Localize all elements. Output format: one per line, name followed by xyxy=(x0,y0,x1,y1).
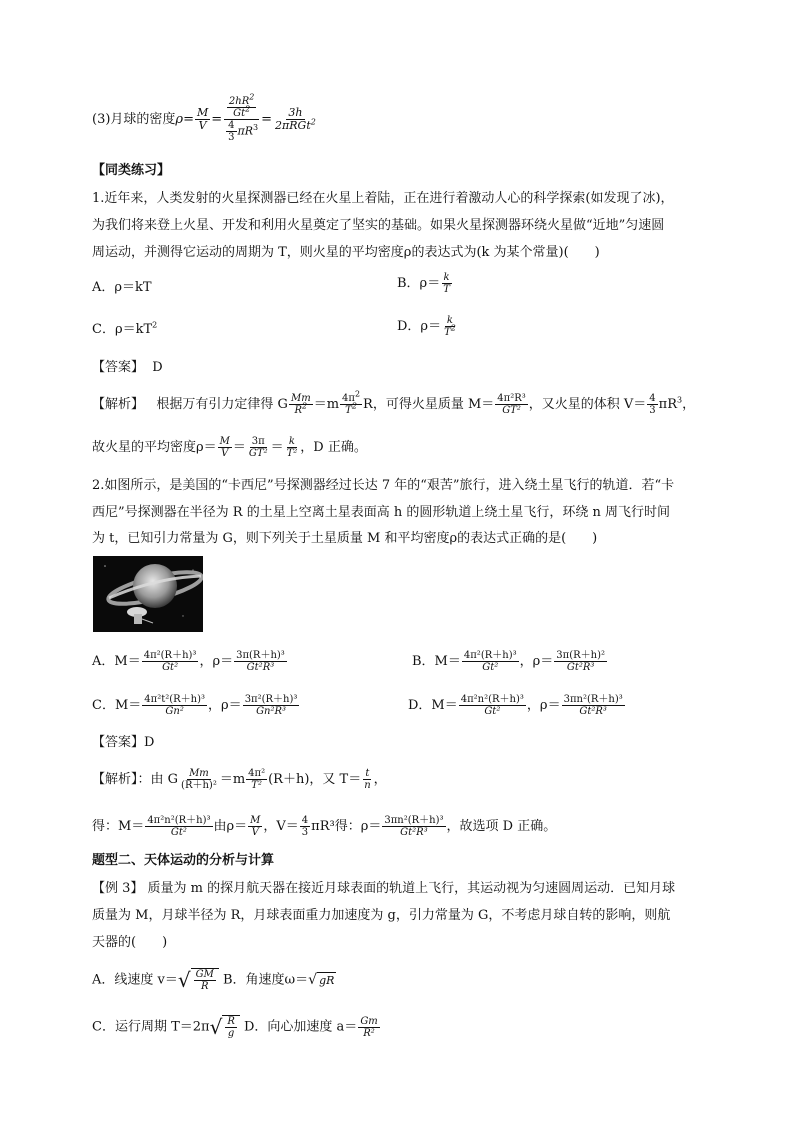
frac-inner-top xyxy=(227,92,256,119)
frac-d1 xyxy=(459,694,526,717)
sqrt-gr: √ gR xyxy=(308,972,335,988)
equals: = xyxy=(183,112,194,127)
q2-option-c xyxy=(92,694,300,717)
frac-num: R xyxy=(227,1016,235,1027)
analysis-text: 得：M＝ xyxy=(92,819,145,834)
analysis-text: ，故选项 D 正确。 xyxy=(446,819,557,834)
frac-num: 4π²(R＋h)³ xyxy=(143,650,197,661)
text-R: R xyxy=(294,405,303,416)
frac-den: Gt² xyxy=(484,706,501,717)
rho-symbol: ρ xyxy=(175,112,184,127)
option-prefix: B．ρ＝ xyxy=(397,276,441,291)
frac-k-over-t2 xyxy=(442,315,458,338)
frac-compound xyxy=(223,92,260,143)
ex3-line3: 天器的( ) xyxy=(92,935,168,950)
ex3-line2: 质量为 M，月球半径为 R，月球表面重力加速度为 g，引力常量为 G，不考虑月球自转的影响，则航 xyxy=(92,908,671,923)
ex3-options-cd xyxy=(92,1015,381,1039)
frac-den: GT² xyxy=(502,405,521,416)
frac-num: 4 xyxy=(649,393,656,404)
q2-line3: 为 t，已知引力常量为 G，则下列关于土星质量 M 和平均密度ρ的表达式正确的是( ) xyxy=(92,531,598,546)
text-Gt: Gt xyxy=(233,108,246,119)
q1-option-b xyxy=(397,272,453,295)
frac-num: Gm xyxy=(360,1015,378,1027)
text-2hR: 2hR xyxy=(228,96,250,107)
option-prefix: A．线速度 v＝ xyxy=(92,972,178,988)
analysis-text: ＝m xyxy=(313,397,340,412)
frac-den: $T^2$ xyxy=(345,401,357,416)
text-piR: πR xyxy=(237,124,254,138)
analysis-label: 【解析】 xyxy=(92,397,145,412)
answer-label: 【答案】 xyxy=(92,735,145,750)
analysis-text: ， xyxy=(373,772,387,787)
frac-num: 4 xyxy=(301,815,309,826)
option-prefix: D．向心加速度 a＝ xyxy=(239,1019,358,1035)
frac-den: GT² xyxy=(248,448,268,459)
frac-compound-den: $\frac{4}{3}$ $\pi R^3$ xyxy=(228,120,259,143)
sqrt-gm-r: √ $\frac{GM}{R}$ xyxy=(178,968,219,992)
frac-den: 3 xyxy=(649,405,656,416)
option-prefix: D．ρ＝ xyxy=(397,319,442,334)
frac-b1 xyxy=(462,650,519,673)
frac-num: 3π²(R＋h)³ xyxy=(244,694,298,705)
frac-c2 xyxy=(243,694,300,717)
q1-option-d xyxy=(397,315,459,338)
frac-num: 3πn²(R＋h)³ xyxy=(563,694,623,705)
sqrt-content: gR xyxy=(319,973,335,987)
sqrt-content xyxy=(222,1015,240,1039)
option-text: ，ρ＝ xyxy=(519,654,554,669)
frac-den: n xyxy=(364,780,371,791)
analysis-text: ，D 正确。 xyxy=(300,440,367,455)
frac-4-3 xyxy=(647,393,657,416)
frac-an5 xyxy=(248,815,262,838)
frac-num: 4π²(R＋h)³ xyxy=(463,650,517,661)
frac-num: GM xyxy=(195,969,214,980)
saturn-probe-image xyxy=(93,556,203,632)
frac-den: $R^2$ xyxy=(294,401,308,416)
frac-num: 3π(R＋h)³ xyxy=(236,650,285,661)
option-text: ，ρ＝ xyxy=(199,654,234,669)
analysis-text: πR xyxy=(658,397,678,412)
analysis-text: ，V＝ xyxy=(263,819,299,834)
frac-num: M xyxy=(250,815,261,826)
frac-den: Gt²R³ xyxy=(579,706,607,717)
part3-label: (3)月球的密度 xyxy=(92,112,176,127)
option-text: ，ρ＝ xyxy=(208,698,242,713)
frac-mm-r2 xyxy=(289,393,313,416)
part3-line xyxy=(92,92,319,143)
frac-gm-r2 xyxy=(358,1016,379,1039)
frac-den: Gn² xyxy=(165,706,184,717)
frac-num: 3h xyxy=(288,106,303,119)
frac-den: V xyxy=(198,119,207,132)
frac-num: Mm xyxy=(189,768,209,779)
q2-line2: 西尼”号探测器在半径为 R 的土星上空离土星表面高 h 的圆形轨道上绕土星飞行，环绕 n 周飞行时间 xyxy=(92,505,670,520)
frac-num: $4\pi^2$ xyxy=(342,389,361,404)
frac-den: Gt²R³ xyxy=(400,827,428,838)
frac-num: 4π²R³ xyxy=(497,393,526,404)
q2-option-a xyxy=(92,650,288,673)
option-prefix: B．M＝ xyxy=(412,654,461,669)
frac-b2 xyxy=(554,650,607,673)
frac-den: 3 xyxy=(301,827,309,838)
frac-an2 xyxy=(246,768,267,791)
option-prefix: D．M＝ xyxy=(408,698,458,713)
frac-den: 3 xyxy=(228,132,235,143)
frac-num: 3π xyxy=(251,436,265,447)
sqrt-r-g: √ $\frac{R}{g}$ xyxy=(210,1015,240,1039)
frac-den: Gt²R³ xyxy=(566,662,595,673)
frac-den: R² xyxy=(363,1027,375,1039)
frac-compound-num xyxy=(224,92,259,120)
q2-option-b xyxy=(412,650,608,673)
q2-analysis-line1 xyxy=(92,768,387,791)
frac-num: t xyxy=(365,768,370,779)
frac-an6 xyxy=(300,815,310,838)
option-prefix: B．角速度ω＝ xyxy=(218,972,309,988)
frac-den: $T^2$ xyxy=(444,323,456,338)
frac-num: 4π²t²(R＋h)³ xyxy=(144,694,206,705)
frac-den: R xyxy=(200,981,209,992)
frac-mass xyxy=(495,393,527,416)
frac-den: T² xyxy=(286,448,298,459)
q1-analysis-line1: 【解析】 根据万有引力定律得 G $\frac{Mm}{R^2}$ ＝m $\frac{4\pi^2}{T^2}$ R，可得火星质量 M＝ $\frac{\text{4π²R³}}{\text{GT²}}$ ，又火星的体积 V＝ $\frac{4}{3}$ $\pi R^3$， xyxy=(92,389,696,416)
frac-num: 4π²n²(R＋h)³ xyxy=(147,815,211,826)
text-T: T xyxy=(345,405,352,416)
analysis-text: R，可得火星质量 M＝ xyxy=(363,397,495,412)
frac-num: k xyxy=(443,272,450,283)
frac-den: Gt² xyxy=(482,662,499,673)
frac-k-over-t xyxy=(441,272,452,295)
frac-num: 4π²n²(R＋h)³ xyxy=(460,694,524,705)
option-prefix: C．M＝ xyxy=(92,698,142,713)
frac-num: Mm xyxy=(290,393,311,404)
answer-value: D xyxy=(152,360,163,375)
frac-num: k xyxy=(288,436,295,447)
option-text: C．ρ＝kT xyxy=(92,322,153,337)
q1-line3: 周运动，并测得它运动的周期为 T，则火星的平均密度ρ的表达式为(k 为某个常量)( ) xyxy=(92,245,600,260)
q2-line1: 2.如图所示，是美国的“卡西尼”号探测器经过长达 7 年的“艰苦”旅行，进入绕土星飞行的轨道．若“卡 xyxy=(92,478,675,493)
option-prefix: C．运行周期 T＝2π xyxy=(92,1019,210,1035)
frac-3pi-gt2 xyxy=(247,436,270,459)
analysis-text: ＝ xyxy=(270,440,284,455)
frac-m-v xyxy=(218,436,232,459)
option-text: ，ρ＝ xyxy=(526,698,561,713)
frac-den: T² xyxy=(251,780,262,791)
frac-den: V xyxy=(221,448,229,459)
frac-d2 xyxy=(562,694,625,717)
analysis-text: 由ρ＝ xyxy=(213,819,248,834)
equals: = xyxy=(261,112,273,127)
q2-answer xyxy=(92,735,154,751)
frac-m-over-v xyxy=(195,107,210,132)
answer-value: D xyxy=(144,735,155,750)
q2-option-d xyxy=(408,694,626,717)
frac-a1 xyxy=(142,650,199,673)
frac-num: 3π(R＋h)² xyxy=(556,650,605,661)
text-4pi: 4π xyxy=(342,393,355,404)
analysis-text: ＝m xyxy=(219,772,246,787)
frac-inner-num: $2hR^2$ xyxy=(228,92,255,107)
frac-num: 3πn²(R＋h)³ xyxy=(384,815,444,826)
section-title: 【同类练习】 xyxy=(92,163,171,178)
analysis-text: ，又火星的体积 V＝ xyxy=(528,397,647,412)
saturn-icon xyxy=(93,556,203,632)
analysis-text: πR³得：ρ＝ xyxy=(311,819,382,834)
frac-den: Gt² xyxy=(170,827,187,838)
q1-option-c: C．$\rho=kT^2$ xyxy=(92,320,158,337)
frac-den: T xyxy=(443,284,450,295)
frac-an3 xyxy=(362,768,372,791)
q1-line1: 1.近年来，人类发射的火星探测器已经在火星上着陆，正在进行着激动人心的科学探索(如发现了冰)， xyxy=(92,191,674,206)
frac-an7 xyxy=(382,815,445,838)
frac-den: 2πRGt$^2$ xyxy=(275,117,316,132)
frac-num: M xyxy=(219,436,230,447)
analysis-text: ＝ xyxy=(232,440,246,455)
analysis-text: ：由 G xyxy=(137,772,179,787)
q1-line2: 为我们将来登上火星、开发和利用火星奠定了坚实的基础。如果火星探测器环绕火星做“近地”匀速圆 xyxy=(92,218,665,233)
frac-c1 xyxy=(142,694,207,717)
frac-den: V xyxy=(251,827,259,838)
analysis-label: 【解析】 xyxy=(92,772,138,787)
text-T: T xyxy=(444,327,451,338)
frac-num: M xyxy=(196,106,209,119)
frac-result xyxy=(273,107,318,132)
option-prefix: A．M＝ xyxy=(92,654,141,669)
frac-4-3 xyxy=(226,120,236,143)
frac-den: g xyxy=(227,1028,235,1039)
analysis-text: 根据万有引力定律得 G xyxy=(156,397,288,412)
text-den: 2πRGt xyxy=(275,119,311,132)
q1-option-a: A．ρ＝kT xyxy=(92,280,152,295)
frac-num: 4 xyxy=(228,120,235,131)
frac-an1 xyxy=(179,768,219,791)
q1-analysis-line2 xyxy=(92,436,367,459)
frac-gm-r xyxy=(194,969,216,992)
frac-num: k xyxy=(446,315,453,326)
frac-4pi2-t2 xyxy=(340,389,362,416)
ex3-line1: 【例 3】 质量为 m 的探月航天器在接近月球表面的轨道上飞行，其运动视为匀速圆周运动．已知月球 xyxy=(92,881,676,896)
type2-title: 题型二、天体运动的分析与计算 xyxy=(92,853,275,868)
frac-num: 4π² xyxy=(248,768,266,779)
analysis-text: (R＋h)，又 T＝ xyxy=(268,772,362,787)
q2-analysis-line2 xyxy=(92,815,556,838)
ex3-options-ab xyxy=(92,968,336,992)
frac-den: (R＋h)² xyxy=(181,780,217,791)
sqrt-content xyxy=(191,968,219,992)
frac-r-g xyxy=(225,1016,237,1039)
answer-label: 【答案】 xyxy=(92,360,145,375)
q1-answer xyxy=(92,360,163,376)
frac-den: Gn²R³ xyxy=(256,706,287,717)
analysis-text: 故火星的平均密度ρ＝ xyxy=(92,440,217,455)
equals: = xyxy=(211,112,223,127)
frac-k-t2 xyxy=(285,436,300,459)
frac-a2 xyxy=(234,650,287,673)
frac-den: Gt² xyxy=(162,662,179,673)
frac-inner-den: Gt$^2$ xyxy=(233,104,251,119)
frac-den: Gt²R³ xyxy=(246,662,275,673)
frac-an4 xyxy=(145,815,212,838)
